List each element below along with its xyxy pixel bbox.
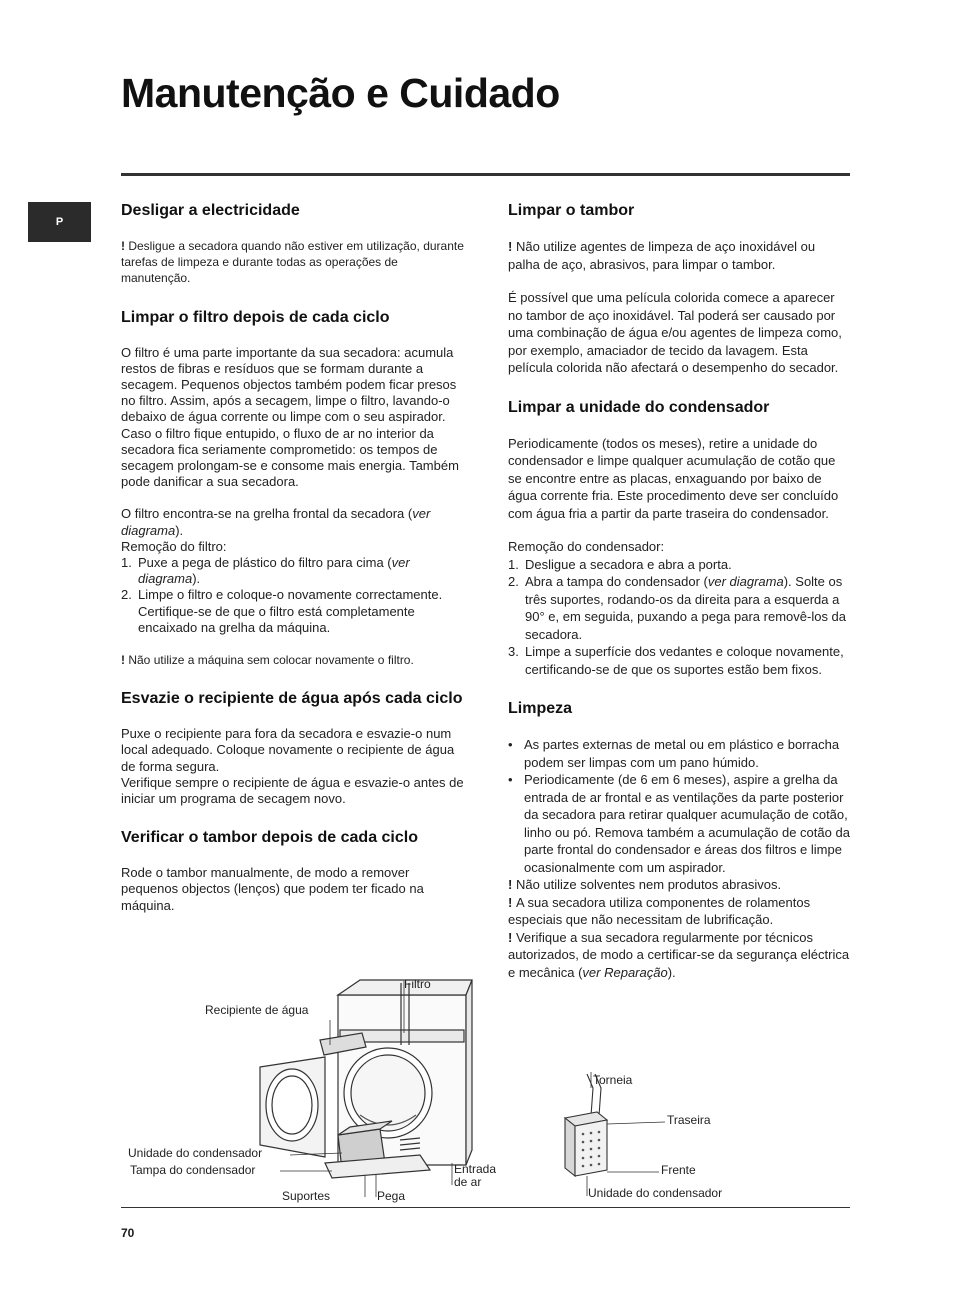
warning-limpeza-2: ! A sua secadora utiliza componentes de rolamentos especiais que não necessitam de lubrificação.	[508, 894, 811, 927]
filtro-steps	[121, 555, 466, 636]
paragraph-filtro-2: O filtro encontra-se na grelha frontal da secadora (ver diagrama).	[121, 506, 431, 538]
list-item: 2. Abra a tampa do condensador (ver diagrama). Solte os três suportes, rodando-os da direita para a esquerda a 90° e, em seguida, puxando a pega para removê-los da secadora.	[508, 574, 847, 642]
page-number: 70	[121, 1226, 135, 1240]
warning-text: Desligue a secadora quando não estiver em utilização, durante tarefas de limpeza e durante todas as operações de manutenção.	[121, 239, 464, 286]
condenser-diagram	[555, 1068, 775, 1203]
limpeza-bullets	[508, 736, 850, 876]
heading-tambor-verificar: Verificar o tambor depois de cada ciclo	[121, 829, 418, 847]
paragraph-tambor: É possível que uma película colorida comece a aparecer no tambor de aço inoxidável. Tal poderá ser causado por uma combinação de água e/ou agentes de limpeza como, por exemplo, amaciador de tecido da lavagem. Esta película colorida não afectará o desempenho do secador.	[508, 290, 842, 375]
heading-limpeza: Limpeza	[508, 700, 573, 717]
list-item: 2. Limpe o filtro e coloque-o novamente correctamente. Certifique-se de que o filtro está completamente encaixado na grelha da máquina.	[121, 587, 443, 635]
heading-filtro: Limpar o filtro depois de cada ciclo	[121, 308, 390, 326]
title-rule	[121, 173, 850, 176]
section-desligar	[121, 202, 466, 287]
list-item: • As partes externas de metal ou em plástico e borracha podem ser limpas com um pano húmido.	[508, 736, 850, 771]
label-entrada: Entrada de ar	[454, 1162, 497, 1189]
section-filtro	[121, 309, 466, 669]
paragraph-filtro-3: Remoção do filtro:	[121, 538, 227, 554]
list-item: 1. Puxe a pega de plástico do filtro para cima (ver diagrama).	[121, 555, 410, 587]
left-column	[121, 202, 466, 936]
warning-mark: !	[121, 239, 129, 253]
label-filtro: Filtro	[404, 977, 431, 991]
condensador-steps	[508, 556, 850, 679]
warning-tambor: ! Não utilize agentes de limpeza de aço inoxidável ou palha de aço, abrasivos, para limpar o tambor.	[508, 239, 816, 272]
warning-limpeza-3: ! Verifique a sua secadora regularmente por técnicos autorizados, de modo a certificar-se da segurança eléctrica e mecânica (ver Reparação).	[508, 929, 850, 980]
right-column	[508, 202, 850, 1003]
label-frente: Frente	[661, 1163, 696, 1177]
language-tab	[28, 202, 91, 242]
label-unidade-condensador: Unidade do condensador	[128, 1146, 263, 1160]
paragraph-recipiente-2: Verifique sempre o recipiente de água e esvazie-o antes de iniciar um programa de secagem novo.	[121, 774, 464, 807]
paragraph-condensador-2: Remoção do condensador:	[508, 539, 665, 554]
list-item: 1. Desligue a secadora e abra a porta.	[508, 556, 732, 572]
paragraph-filtro-1: O filtro é uma parte importante da sua secadora: acumula restos de fibras e resíduos que se formam durante a secagem. Pequenos objectos também podem ficar presos no filtro. Assim, após a secagem, limpe o filtro, lavando-o debaixo de água corrente ou limpe com o seu aspirador. Caso o filtro fique entupido, o fluxo de ar no interior da secadora fica seriamente comprometido: os tempos de secagem prolongam-se e consome mais energia. Também pode danificar a sua secadora.	[121, 344, 459, 490]
page-title: Manutenção e Cuidado	[121, 70, 560, 116]
label-torneia: Torneia	[593, 1073, 633, 1087]
paragraph-condensador-1: Periodicamente (todos os meses), retire a unidade do condensador e limpe qualquer acumulação de cotão que se encontre entre as placas, enxaguando por baixo de água corrente fria. Este procedimento deve ser concluído com água fria a partir da parte traseira do condensador.	[508, 435, 839, 521]
list-item: 3. Limpe a superfície dos vedantes e coloque novamente, certificando-se de que os suportes estão bem fixos.	[508, 644, 844, 677]
language-tab-label: P	[55, 216, 64, 228]
section-tambor-verificar	[121, 829, 466, 914]
label-pega: Pega	[377, 1189, 406, 1203]
heading-recipiente: Esvazie o recipiente de água após cada ciclo	[121, 690, 463, 708]
dryer-diagram	[120, 975, 520, 1210]
section-limpar-tambor	[508, 202, 850, 377]
footer-rule	[121, 1207, 850, 1208]
label-traseira: Traseira	[667, 1113, 711, 1127]
heading-condensador: Limpar a unidade do condensador	[508, 398, 770, 416]
label-unidade: Unidade do condensador	[588, 1186, 723, 1200]
label-recipiente: Recipiente de água	[205, 1003, 309, 1017]
section-recipiente	[121, 690, 466, 807]
warning-filtro: ! Não utilize a máquina sem colocar novamente o filtro.	[121, 653, 414, 668]
warning-desligar	[121, 238, 466, 287]
heading-desligar: Desligar a electricidade	[121, 202, 300, 219]
label-suportes: Suportes	[282, 1189, 331, 1203]
paragraph-tambor-verificar: Rode o tambor manualmente, de modo a remover pequenos objectos (lenços) que podem ter ficado na máquina.	[121, 865, 424, 913]
list-item: • Periodicamente (de 6 em 6 meses), aspire a grelha da entrada de ar frontal e as ventilações da parte posterior da secadora para retirar qualquer acumulação de cotão, linho ou pó. Remova também a acumulação de cotão da parte frontal do condensador e áreas dos filtros e limpe ocasionalmente com um aspirador.	[508, 771, 850, 876]
warning-limpeza-1: ! Não utilize solventes nem produtos abrasivos.	[508, 877, 782, 892]
label-tampa-condensador: Tampa do condensador	[130, 1163, 256, 1177]
heading-limpar-tambor: Limpar o tambor	[508, 202, 635, 219]
section-condensador	[508, 399, 850, 679]
paragraph-recipiente-1: Puxe o recipiente para fora da secadora e esvazie-o num local adequado. Coloque novamente o recipiente de água de forma segura.	[121, 726, 455, 774]
section-limpeza	[508, 700, 850, 981]
condenser-illustration	[555, 1068, 775, 1203]
